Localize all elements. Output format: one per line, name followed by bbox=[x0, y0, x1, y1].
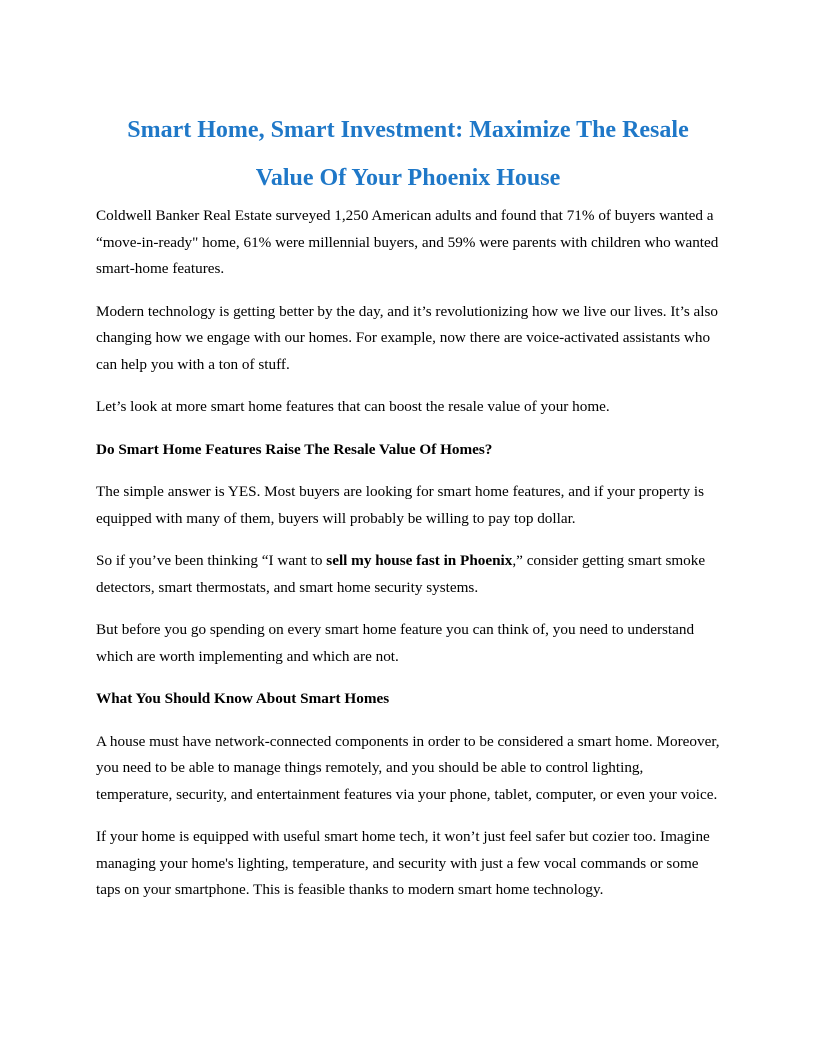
paragraph-sell-house bbox=[96, 548, 720, 601]
sell-house-text-before: So if you’ve been thinking “I want to bbox=[96, 552, 327, 569]
heading-smart-homes: What You Should Know About Smart Homes bbox=[96, 690, 390, 707]
paragraph-useful-tech: If your home is equipped with useful smart home tech, it won’t just feel safer but cozier too. Imagine managing your home's lighting, temperature, and security with just a few vocal commands or some taps on your smartphone. This is feasible thanks to modern smart home technology. bbox=[96, 828, 710, 898]
paragraph-technology: Modern technology is getting better by the day, and it’s revolutionizing how we live our lives. It’s also changing how we engage with our homes. For example, now there are voice-activated assistants who can help you with a ton of stuff. bbox=[96, 302, 719, 373]
title-line-1: Smart Home, Smart Investment: Maximize The Resale bbox=[127, 117, 689, 143]
article-body bbox=[96, 203, 720, 920]
paragraph-network-components: A house must have network-connected components in order to be considered a smart home. Moreover, you need to be able to manage things remotely, and you should be able to control lighting, temperature, security, and entertainment features via your phone, tablet, computer, or even your voice. bbox=[96, 732, 720, 803]
paragraph-before-spending: But before you go spending on every smart home feature you can think of, you need to understand which are worth implementing and which are not. bbox=[96, 621, 695, 665]
paragraph-simple-answer: The simple answer is YES. Most buyers are looking for smart home features, and if your property is equipped with many of them, buyers will probably be willing to pay top dollar. bbox=[96, 483, 705, 527]
sell-house-text-after: ,” consider getting smart smoke detectors, smart thermostats, and smart home security systems. bbox=[96, 552, 706, 596]
sell-house-bold-phrase: sell my house fast in Phoenix bbox=[326, 552, 513, 569]
paragraph-survey: Coldwell Banker Real Estate surveyed 1,250 American adults and found that 71% of buyers wanted a “move-in-ready" home, 61% were millennial buyers, and 59% were parents with children who wanted smart-home features. bbox=[96, 207, 719, 277]
heading-resale-value: Do Smart Home Features Raise The Resale Value Of Homes? bbox=[96, 440, 493, 458]
page-title bbox=[96, 106, 720, 202]
paragraph-intro-features: Let’s look at more smart home features that can boost the resale value of your home. bbox=[96, 398, 610, 415]
title-line-2: Value Of Your Phoenix House bbox=[255, 165, 561, 191]
